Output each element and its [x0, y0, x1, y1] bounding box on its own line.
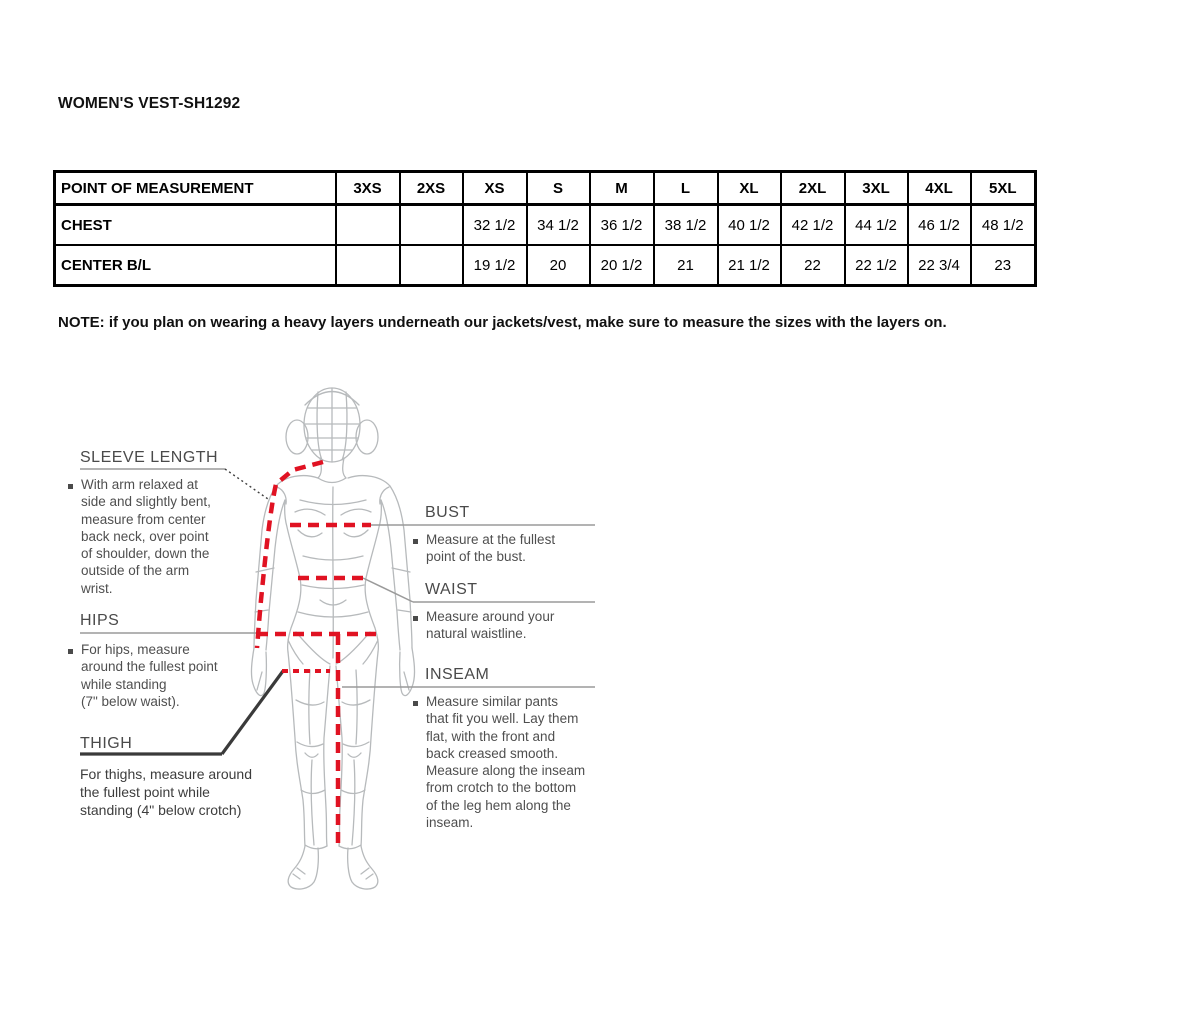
table-cell: 34 1/2 [527, 205, 590, 246]
table-row-label: CENTER B/L [55, 245, 336, 286]
hips-heading: HIPS [80, 612, 120, 629]
table-cell: 21 1/2 [718, 245, 781, 286]
bullet-square-icon [413, 616, 418, 621]
table-cell: 38 1/2 [654, 205, 718, 246]
waist-description: Measure around your natural waistline. [426, 609, 555, 642]
table-cell: 22 [781, 245, 845, 286]
inseam-heading: INSEAM [425, 666, 490, 683]
table-header-cell: M [590, 172, 654, 205]
table-cell: 22 3/4 [908, 245, 971, 286]
table-row-label: CHEST [55, 205, 336, 246]
waist-heading: WAIST [425, 581, 478, 598]
table-header-cell: 3XL [845, 172, 908, 205]
bullet-square-icon [413, 701, 418, 706]
hips-description: For hips, measure around the fullest point while standing (7" below waist). [81, 642, 218, 709]
table-cell: 44 1/2 [845, 205, 908, 246]
note-text: NOTE: if you plan on wearing a heavy layers underneath our jackets/vest, make sure to measure the sizes with the layers on. [58, 314, 947, 331]
table-header-cell: POINT OF MEASUREMENT [55, 172, 336, 205]
table-header-cell: L [654, 172, 718, 205]
bust-heading: BUST [425, 504, 470, 521]
page-title: WOMEN'S VEST-SH1292 [58, 95, 241, 112]
table-cell: 42 1/2 [781, 205, 845, 246]
bullet-square-icon [68, 484, 73, 489]
sleeve-length-heading: SLEEVE LENGTH [80, 449, 219, 466]
table-header-cell: 2XS [400, 172, 463, 205]
table-cell: 20 [527, 245, 590, 286]
table-header-cell: 2XL [781, 172, 845, 205]
table-header-cell: 3XS [336, 172, 400, 205]
table-cell: 40 1/2 [718, 205, 781, 246]
sleeve-measure-line [257, 462, 323, 648]
bullet-square-icon [68, 649, 73, 654]
measurement-lines [257, 462, 380, 843]
table-cell: 48 1/2 [971, 205, 1036, 246]
inseam-description: Measure similar pants that fit you well. Lay them flat, with the front and back creased smooth. Measure along the inseam from crotch to the bottom of the leg hem along the inseam. [426, 694, 586, 831]
table-cell: 19 1/2 [463, 245, 527, 286]
table-cell: 22 1/2 [845, 245, 908, 286]
thigh-heading: THIGH [80, 735, 133, 752]
table-header-cell: XS [463, 172, 527, 205]
table-cell: 23 [971, 245, 1036, 286]
sleeve-length-description: With arm relaxed at side and slightly bent, measure from center back neck, over point of shoulder, down the outside of the arm wrist. [81, 477, 211, 596]
waist-leader-line [363, 578, 413, 602]
table-cell: 20 1/2 [590, 245, 654, 286]
sleeve-leader-line [225, 469, 268, 499]
table-header-cell: S [527, 172, 590, 205]
table-header-cell: 5XL [971, 172, 1036, 205]
table-cell: 36 1/2 [590, 205, 654, 246]
body-wireframe-figure [251, 388, 414, 889]
table-cell: 21 [654, 245, 718, 286]
table-cell: 32 1/2 [463, 205, 527, 246]
bullet-square-icon [413, 539, 418, 544]
table-header-cell: XL [718, 172, 781, 205]
thigh-description: For thighs, measure around the fullest point while standing (4" below crotch) [80, 766, 252, 818]
table-header-cell: 4XL [908, 172, 971, 205]
bust-description: Measure at the fullest point of the bust. [426, 532, 556, 565]
table-cell: 46 1/2 [908, 205, 971, 246]
